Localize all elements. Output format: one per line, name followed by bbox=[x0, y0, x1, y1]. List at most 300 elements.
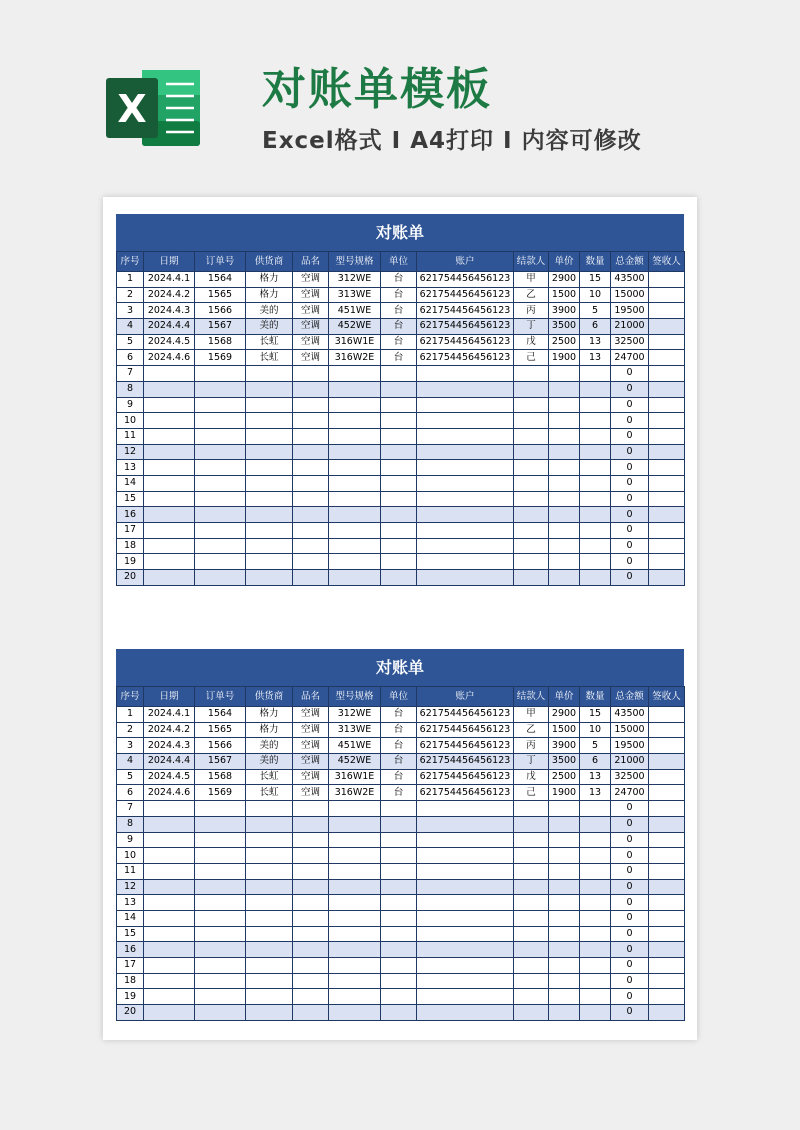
table-cell[interactable] bbox=[329, 989, 381, 1005]
table-cell[interactable]: 19500 bbox=[611, 303, 649, 319]
table-cell[interactable]: 43500 bbox=[611, 707, 649, 723]
table-cell[interactable] bbox=[514, 989, 549, 1005]
table-cell[interactable] bbox=[514, 848, 549, 864]
table-cell[interactable]: 台 bbox=[381, 319, 417, 335]
table-cell[interactable] bbox=[580, 879, 611, 895]
table-cell[interactable] bbox=[293, 570, 329, 586]
table-cell[interactable] bbox=[329, 895, 381, 911]
table-cell[interactable]: 0 bbox=[611, 958, 649, 974]
table-cell[interactable] bbox=[144, 1005, 195, 1021]
table-cell[interactable] bbox=[246, 366, 293, 382]
table-cell[interactable] bbox=[195, 491, 246, 507]
table-cell[interactable] bbox=[514, 475, 549, 491]
table-cell[interactable] bbox=[649, 801, 685, 817]
table-cell[interactable] bbox=[144, 973, 195, 989]
table-cell[interactable]: 0 bbox=[611, 397, 649, 413]
table-cell[interactable]: 13 bbox=[117, 460, 144, 476]
table-cell[interactable]: 16 bbox=[117, 507, 144, 523]
table-cell[interactable]: 15 bbox=[580, 707, 611, 723]
table-cell[interactable] bbox=[381, 801, 417, 817]
table-cell[interactable] bbox=[246, 1005, 293, 1021]
table-cell[interactable]: 甲 bbox=[514, 707, 549, 723]
table-cell[interactable] bbox=[514, 879, 549, 895]
table-cell[interactable] bbox=[417, 538, 514, 554]
table-cell[interactable]: 621754456456123 bbox=[417, 754, 514, 770]
table-cell[interactable]: 621754456456123 bbox=[417, 722, 514, 738]
table-cell[interactable] bbox=[381, 895, 417, 911]
table-cell[interactable]: 长虹 bbox=[246, 350, 293, 366]
table-cell[interactable]: 2500 bbox=[549, 334, 580, 350]
table-cell[interactable] bbox=[514, 863, 549, 879]
table-cell[interactable] bbox=[649, 554, 685, 570]
table-cell[interactable]: 己 bbox=[514, 785, 549, 801]
table-cell[interactable] bbox=[580, 910, 611, 926]
table-cell[interactable] bbox=[417, 554, 514, 570]
table-cell[interactable]: 10 bbox=[580, 722, 611, 738]
table-cell[interactable] bbox=[649, 350, 685, 366]
table-cell[interactable]: 乙 bbox=[514, 722, 549, 738]
table-cell[interactable] bbox=[246, 895, 293, 911]
table-cell[interactable]: 20 bbox=[117, 570, 144, 586]
table-cell[interactable]: 43500 bbox=[611, 272, 649, 288]
table-cell[interactable]: 1500 bbox=[549, 287, 580, 303]
table-cell[interactable] bbox=[514, 444, 549, 460]
table-cell[interactable] bbox=[514, 491, 549, 507]
table-cell[interactable]: 台 bbox=[381, 350, 417, 366]
table-cell[interactable]: 2024.4.3 bbox=[144, 303, 195, 319]
table-cell[interactable]: 4 bbox=[117, 319, 144, 335]
table-cell[interactable] bbox=[649, 444, 685, 460]
table-cell[interactable]: 3500 bbox=[549, 319, 580, 335]
table-cell[interactable] bbox=[246, 973, 293, 989]
table-cell[interactable]: 0 bbox=[611, 973, 649, 989]
table-cell[interactable]: 15 bbox=[580, 272, 611, 288]
table-cell[interactable]: 10 bbox=[117, 848, 144, 864]
table-cell[interactable] bbox=[195, 801, 246, 817]
table-cell[interactable]: 0 bbox=[611, 1005, 649, 1021]
table-cell[interactable] bbox=[381, 989, 417, 1005]
table-cell[interactable] bbox=[417, 958, 514, 974]
table-cell[interactable]: 621754456456123 bbox=[417, 785, 514, 801]
table-cell[interactable] bbox=[580, 926, 611, 942]
table-cell[interactable] bbox=[144, 381, 195, 397]
table-cell[interactable]: 13 bbox=[580, 769, 611, 785]
table-cell[interactable] bbox=[329, 879, 381, 895]
table-cell[interactable] bbox=[417, 366, 514, 382]
table-cell[interactable] bbox=[293, 413, 329, 429]
table-cell[interactable]: 3 bbox=[117, 738, 144, 754]
table-cell[interactable] bbox=[649, 942, 685, 958]
table-cell[interactable]: 2 bbox=[117, 722, 144, 738]
table-cell[interactable] bbox=[195, 863, 246, 879]
table-cell[interactable]: 2024.4.5 bbox=[144, 769, 195, 785]
table-cell[interactable] bbox=[293, 397, 329, 413]
table-cell[interactable] bbox=[514, 428, 549, 444]
table-cell[interactable]: 台 bbox=[381, 707, 417, 723]
table-cell[interactable] bbox=[649, 707, 685, 723]
table-cell[interactable]: 12 bbox=[117, 879, 144, 895]
table-cell[interactable] bbox=[246, 444, 293, 460]
table-cell[interactable] bbox=[144, 523, 195, 539]
table-cell[interactable] bbox=[549, 895, 580, 911]
table-cell[interactable] bbox=[514, 973, 549, 989]
table-cell[interactable] bbox=[381, 366, 417, 382]
table-cell[interactable] bbox=[381, 460, 417, 476]
table-cell[interactable] bbox=[293, 444, 329, 460]
table-cell[interactable]: 15000 bbox=[611, 287, 649, 303]
table-cell[interactable]: 5 bbox=[580, 303, 611, 319]
table-cell[interactable]: 0 bbox=[611, 491, 649, 507]
table-cell[interactable]: 14 bbox=[117, 910, 144, 926]
table-cell[interactable] bbox=[144, 397, 195, 413]
table-cell[interactable]: 8 bbox=[117, 816, 144, 832]
table-cell[interactable]: 3900 bbox=[549, 303, 580, 319]
table-cell[interactable] bbox=[417, 1005, 514, 1021]
table-cell[interactable] bbox=[293, 832, 329, 848]
table-cell[interactable] bbox=[417, 801, 514, 817]
table-cell[interactable]: 1565 bbox=[195, 722, 246, 738]
table-cell[interactable] bbox=[417, 397, 514, 413]
table-cell[interactable]: 19500 bbox=[611, 738, 649, 754]
table-cell[interactable] bbox=[549, 523, 580, 539]
table-cell[interactable] bbox=[417, 848, 514, 864]
table-cell[interactable] bbox=[549, 366, 580, 382]
table-cell[interactable] bbox=[293, 895, 329, 911]
table-cell[interactable] bbox=[329, 973, 381, 989]
table-cell[interactable] bbox=[195, 989, 246, 1005]
table-cell[interactable]: 格力 bbox=[246, 272, 293, 288]
table-cell[interactable] bbox=[549, 475, 580, 491]
table-cell[interactable] bbox=[195, 444, 246, 460]
table-cell[interactable] bbox=[293, 491, 329, 507]
table-cell[interactable]: 13 bbox=[580, 334, 611, 350]
table-cell[interactable] bbox=[649, 413, 685, 429]
table-cell[interactable]: 2024.4.2 bbox=[144, 287, 195, 303]
table-cell[interactable]: 台 bbox=[381, 303, 417, 319]
table-cell[interactable] bbox=[381, 973, 417, 989]
table-cell[interactable] bbox=[329, 570, 381, 586]
table-cell[interactable] bbox=[246, 848, 293, 864]
table-cell[interactable]: 621754456456123 bbox=[417, 287, 514, 303]
table-cell[interactable] bbox=[649, 475, 685, 491]
table-cell[interactable]: 0 bbox=[611, 832, 649, 848]
table-cell[interactable]: 9 bbox=[117, 397, 144, 413]
table-cell[interactable] bbox=[246, 428, 293, 444]
table-cell[interactable] bbox=[514, 926, 549, 942]
table-cell[interactable]: 17 bbox=[117, 958, 144, 974]
table-cell[interactable]: 1567 bbox=[195, 754, 246, 770]
table-cell[interactable] bbox=[381, 848, 417, 864]
table-cell[interactable] bbox=[580, 570, 611, 586]
table-cell[interactable] bbox=[246, 491, 293, 507]
table-cell[interactable]: 2900 bbox=[549, 272, 580, 288]
table-cell[interactable]: 台 bbox=[381, 785, 417, 801]
table-cell[interactable] bbox=[381, 475, 417, 491]
table-cell[interactable]: 19 bbox=[117, 989, 144, 1005]
table-cell[interactable]: 美的 bbox=[246, 738, 293, 754]
table-cell[interactable] bbox=[649, 785, 685, 801]
table-cell[interactable]: 17 bbox=[117, 523, 144, 539]
table-cell[interactable] bbox=[195, 507, 246, 523]
table-cell[interactable] bbox=[580, 973, 611, 989]
table-cell[interactable] bbox=[417, 816, 514, 832]
table-cell[interactable] bbox=[549, 958, 580, 974]
table-cell[interactable]: 台 bbox=[381, 334, 417, 350]
table-cell[interactable]: 空调 bbox=[293, 303, 329, 319]
table-cell[interactable] bbox=[649, 491, 685, 507]
table-cell[interactable] bbox=[329, 801, 381, 817]
table-cell[interactable] bbox=[293, 848, 329, 864]
table-cell[interactable]: 0 bbox=[611, 801, 649, 817]
table-cell[interactable] bbox=[293, 523, 329, 539]
table-cell[interactable]: 0 bbox=[611, 460, 649, 476]
table-cell[interactable]: 0 bbox=[611, 816, 649, 832]
table-cell[interactable] bbox=[549, 570, 580, 586]
table-cell[interactable] bbox=[246, 926, 293, 942]
table-cell[interactable] bbox=[514, 570, 549, 586]
table-cell[interactable] bbox=[195, 475, 246, 491]
table-cell[interactable] bbox=[329, 1005, 381, 1021]
table-cell[interactable]: 11 bbox=[117, 428, 144, 444]
table-cell[interactable]: 6 bbox=[580, 319, 611, 335]
table-cell[interactable]: 316W2E bbox=[329, 785, 381, 801]
table-cell[interactable] bbox=[549, 554, 580, 570]
table-cell[interactable] bbox=[649, 832, 685, 848]
table-cell[interactable] bbox=[417, 879, 514, 895]
table-cell[interactable] bbox=[514, 1005, 549, 1021]
table-cell[interactable] bbox=[649, 910, 685, 926]
table-cell[interactable]: 乙 bbox=[514, 287, 549, 303]
table-cell[interactable] bbox=[144, 460, 195, 476]
table-cell[interactable]: 台 bbox=[381, 769, 417, 785]
table-cell[interactable] bbox=[293, 989, 329, 1005]
table-cell[interactable]: 2024.4.1 bbox=[144, 707, 195, 723]
table-cell[interactable] bbox=[293, 926, 329, 942]
table-cell[interactable] bbox=[195, 366, 246, 382]
table-cell[interactable] bbox=[144, 863, 195, 879]
table-cell[interactable] bbox=[381, 926, 417, 942]
table-cell[interactable] bbox=[549, 879, 580, 895]
table-cell[interactable]: 3 bbox=[117, 303, 144, 319]
table-cell[interactable] bbox=[329, 942, 381, 958]
table-cell[interactable] bbox=[549, 801, 580, 817]
table-cell[interactable] bbox=[381, 413, 417, 429]
table-cell[interactable] bbox=[195, 926, 246, 942]
table-cell[interactable]: 空调 bbox=[293, 738, 329, 754]
table-cell[interactable] bbox=[329, 816, 381, 832]
table-cell[interactable] bbox=[514, 523, 549, 539]
table-cell[interactable] bbox=[549, 428, 580, 444]
table-cell[interactable] bbox=[580, 397, 611, 413]
table-cell[interactable] bbox=[329, 554, 381, 570]
table-cell[interactable]: 32500 bbox=[611, 769, 649, 785]
table-cell[interactable] bbox=[514, 538, 549, 554]
table-cell[interactable] bbox=[417, 973, 514, 989]
table-cell[interactable] bbox=[195, 958, 246, 974]
table-cell[interactable] bbox=[195, 816, 246, 832]
table-cell[interactable]: 台 bbox=[381, 287, 417, 303]
table-cell[interactable] bbox=[246, 475, 293, 491]
table-cell[interactable] bbox=[329, 475, 381, 491]
table-cell[interactable] bbox=[649, 303, 685, 319]
table-cell[interactable] bbox=[549, 491, 580, 507]
table-cell[interactable]: 621754456456123 bbox=[417, 272, 514, 288]
table-cell[interactable] bbox=[144, 942, 195, 958]
table-cell[interactable] bbox=[246, 801, 293, 817]
table-cell[interactable] bbox=[381, 863, 417, 879]
table-cell[interactable] bbox=[195, 832, 246, 848]
table-cell[interactable] bbox=[329, 381, 381, 397]
table-cell[interactable]: 0 bbox=[611, 848, 649, 864]
table-cell[interactable] bbox=[246, 460, 293, 476]
table-cell[interactable] bbox=[549, 460, 580, 476]
table-cell[interactable] bbox=[293, 958, 329, 974]
table-cell[interactable] bbox=[381, 816, 417, 832]
table-cell[interactable] bbox=[417, 926, 514, 942]
table-cell[interactable]: 621754456456123 bbox=[417, 738, 514, 754]
table-cell[interactable] bbox=[246, 832, 293, 848]
table-cell[interactable] bbox=[649, 397, 685, 413]
table-cell[interactable] bbox=[195, 973, 246, 989]
table-cell[interactable] bbox=[293, 910, 329, 926]
table-cell[interactable] bbox=[246, 538, 293, 554]
table-cell[interactable]: 2024.4.5 bbox=[144, 334, 195, 350]
table-cell[interactable] bbox=[549, 381, 580, 397]
table-cell[interactable] bbox=[417, 444, 514, 460]
table-cell[interactable] bbox=[144, 428, 195, 444]
table-cell[interactable] bbox=[549, 444, 580, 460]
table-cell[interactable]: 13 bbox=[580, 785, 611, 801]
table-cell[interactable]: 1564 bbox=[195, 707, 246, 723]
table-cell[interactable]: 空调 bbox=[293, 350, 329, 366]
table-cell[interactable] bbox=[144, 444, 195, 460]
table-cell[interactable] bbox=[417, 942, 514, 958]
table-cell[interactable] bbox=[417, 507, 514, 523]
table-cell[interactable] bbox=[417, 863, 514, 879]
table-cell[interactable] bbox=[144, 538, 195, 554]
table-cell[interactable] bbox=[649, 538, 685, 554]
table-cell[interactable]: 甲 bbox=[514, 272, 549, 288]
table-cell[interactable] bbox=[417, 989, 514, 1005]
table-cell[interactable]: 丁 bbox=[514, 319, 549, 335]
table-cell[interactable] bbox=[329, 863, 381, 879]
table-cell[interactable] bbox=[549, 413, 580, 429]
table-cell[interactable] bbox=[580, 366, 611, 382]
table-cell[interactable]: 2500 bbox=[549, 769, 580, 785]
table-cell[interactable]: 316W1E bbox=[329, 334, 381, 350]
table-cell[interactable] bbox=[246, 397, 293, 413]
table-cell[interactable]: 14 bbox=[117, 475, 144, 491]
table-cell[interactable]: 丁 bbox=[514, 754, 549, 770]
table-cell[interactable]: 长虹 bbox=[246, 785, 293, 801]
table-cell[interactable]: 0 bbox=[611, 942, 649, 958]
table-cell[interactable] bbox=[195, 895, 246, 911]
table-cell[interactable] bbox=[246, 413, 293, 429]
table-cell[interactable]: 451WE bbox=[329, 738, 381, 754]
table-cell[interactable] bbox=[417, 570, 514, 586]
table-cell[interactable]: 空调 bbox=[293, 769, 329, 785]
table-cell[interactable] bbox=[417, 475, 514, 491]
table-cell[interactable]: 台 bbox=[381, 722, 417, 738]
table-cell[interactable]: 3500 bbox=[549, 754, 580, 770]
table-cell[interactable]: 1900 bbox=[549, 785, 580, 801]
table-cell[interactable]: 5 bbox=[117, 769, 144, 785]
table-cell[interactable]: 0 bbox=[611, 507, 649, 523]
table-cell[interactable] bbox=[649, 926, 685, 942]
table-cell[interactable] bbox=[649, 958, 685, 974]
table-cell[interactable] bbox=[514, 460, 549, 476]
table-cell[interactable]: 21000 bbox=[611, 754, 649, 770]
table-cell[interactable] bbox=[580, 895, 611, 911]
table-cell[interactable] bbox=[514, 942, 549, 958]
table-cell[interactable] bbox=[293, 816, 329, 832]
table-cell[interactable]: 1565 bbox=[195, 287, 246, 303]
table-cell[interactable]: 2024.4.1 bbox=[144, 272, 195, 288]
table-cell[interactable]: 1564 bbox=[195, 272, 246, 288]
table-cell[interactable]: 20 bbox=[117, 1005, 144, 1021]
table-cell[interactable] bbox=[649, 738, 685, 754]
table-cell[interactable]: 2024.4.4 bbox=[144, 754, 195, 770]
table-cell[interactable] bbox=[195, 879, 246, 895]
table-cell[interactable]: 16 bbox=[117, 942, 144, 958]
table-cell[interactable] bbox=[246, 523, 293, 539]
table-cell[interactable] bbox=[144, 989, 195, 1005]
table-cell[interactable]: 1569 bbox=[195, 785, 246, 801]
table-cell[interactable] bbox=[246, 381, 293, 397]
table-cell[interactable]: 美的 bbox=[246, 319, 293, 335]
table-cell[interactable] bbox=[417, 428, 514, 444]
table-cell[interactable] bbox=[580, 381, 611, 397]
table-cell[interactable]: 2024.4.3 bbox=[144, 738, 195, 754]
table-cell[interactable]: 1 bbox=[117, 272, 144, 288]
table-cell[interactable] bbox=[381, 832, 417, 848]
table-cell[interactable] bbox=[649, 507, 685, 523]
table-cell[interactable] bbox=[246, 910, 293, 926]
table-cell[interactable]: 5 bbox=[580, 738, 611, 754]
table-cell[interactable] bbox=[381, 397, 417, 413]
table-cell[interactable] bbox=[580, 989, 611, 1005]
table-cell[interactable] bbox=[329, 848, 381, 864]
table-cell[interactable]: 313WE bbox=[329, 722, 381, 738]
table-cell[interactable] bbox=[246, 958, 293, 974]
table-cell[interactable] bbox=[293, 428, 329, 444]
table-cell[interactable] bbox=[293, 801, 329, 817]
table-cell[interactable] bbox=[514, 895, 549, 911]
table-cell[interactable]: 丙 bbox=[514, 303, 549, 319]
table-cell[interactable]: 台 bbox=[381, 754, 417, 770]
table-cell[interactable] bbox=[580, 816, 611, 832]
table-cell[interactable] bbox=[381, 879, 417, 895]
table-cell[interactable] bbox=[329, 910, 381, 926]
table-cell[interactable] bbox=[514, 910, 549, 926]
table-cell[interactable] bbox=[293, 475, 329, 491]
table-cell[interactable]: 452WE bbox=[329, 319, 381, 335]
table-cell[interactable]: 0 bbox=[611, 428, 649, 444]
table-cell[interactable]: 0 bbox=[611, 475, 649, 491]
table-cell[interactable] bbox=[381, 554, 417, 570]
table-cell[interactable] bbox=[381, 507, 417, 523]
table-cell[interactable] bbox=[549, 816, 580, 832]
table-cell[interactable] bbox=[649, 989, 685, 1005]
table-cell[interactable] bbox=[649, 570, 685, 586]
table-cell[interactable]: 19 bbox=[117, 554, 144, 570]
table-cell[interactable] bbox=[293, 554, 329, 570]
table-cell[interactable]: 0 bbox=[611, 879, 649, 895]
table-cell[interactable]: 2024.4.6 bbox=[144, 350, 195, 366]
table-cell[interactable]: 452WE bbox=[329, 754, 381, 770]
table-cell[interactable] bbox=[144, 895, 195, 911]
table-cell[interactable] bbox=[580, 475, 611, 491]
